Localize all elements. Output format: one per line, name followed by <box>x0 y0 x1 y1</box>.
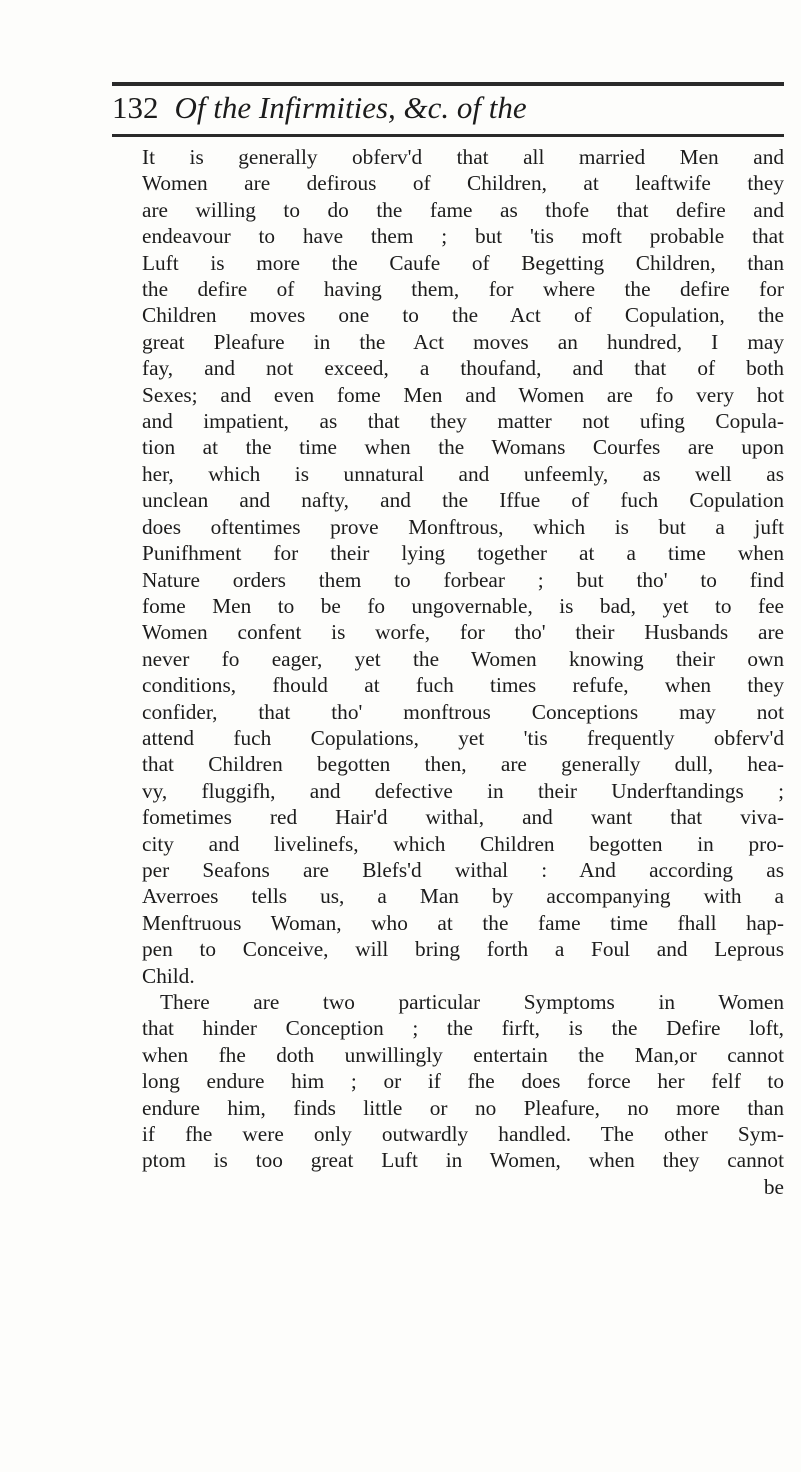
text-line: Sexes; and even fome Men and Women are fo very hot <box>142 382 784 407</box>
text-line: It is generally obferv'd that all married Men and <box>142 145 784 169</box>
text-line: Luft is more the Caufe of Begetting Children, than <box>142 250 784 275</box>
text-line: Nature orders them to forbear ; but tho' to find <box>142 567 784 592</box>
header-rule <box>112 134 784 137</box>
text-line: city and livelinefs, which Children begotten in pro- <box>142 831 784 856</box>
text-line: vy, fluggifh, and defective in their Underftandings ; <box>142 778 784 803</box>
body-text <box>142 144 784 1200</box>
text-line: attend fuch Copulations, yet 'tis frequently obferv'd <box>142 725 784 750</box>
text-line: the defire of having them, for where the defire for <box>142 277 784 302</box>
text-line: ptom is too great Luft in Women, when they cannot <box>142 1148 784 1173</box>
text-line: never fo eager, yet the Women knowing their own <box>142 646 784 671</box>
text-line: Women are defirous of Children, at leaftwife they <box>142 171 784 196</box>
text-line: when fhe doth unwillingly entertain the Man,or cannot <box>142 1042 784 1067</box>
text-line: does oftentimes prove Monftrous, which is but a juft <box>142 514 784 539</box>
text-line: Child. <box>142 963 195 988</box>
text-line: tion at the time when the Womans Courfes are upon <box>142 435 784 460</box>
text-line: confider, that tho' monftrous Conceptions may not <box>142 699 784 724</box>
text-line: Menftruous Woman, who at the fame time fhall hap- <box>142 910 784 935</box>
text-line: unclean and nafty, and the Iffue of fuch Copulation <box>142 488 784 513</box>
text-line: Averroes tells us, a Man by accompanying with a <box>142 884 784 909</box>
text-line: endure him, finds little or no Pleafure, no more than <box>142 1095 784 1120</box>
text-line: her, which is unnatural and unfeemly, as well as <box>142 461 784 486</box>
text-line: are willing to do the fame as thofe that defire and <box>142 197 784 222</box>
text-line: if fhe were only outwardly handled. The other Sym- <box>142 1122 784 1147</box>
text-line: pen to Conceive, will bring forth a Foul and Leprous <box>142 937 784 962</box>
text-line: endeavour to have them ; but 'tis moft probable that <box>142 224 784 249</box>
text-line: fay, and not exceed, a thoufand, and that of both <box>142 356 784 381</box>
catchword: be <box>763 1174 784 1199</box>
running-header <box>112 88 784 132</box>
text-line: long endure him ; or if fhe does force her felf to <box>142 1069 784 1094</box>
page-number: 132 <box>112 90 159 125</box>
text-line: conditions, fhould at fuch times refufe, when they <box>142 673 784 698</box>
running-title: Of the Infirmities, &c. of the <box>174 90 527 125</box>
text-line: and impatient, as that they matter not ufing Copula- <box>142 409 784 434</box>
text-line: Women confent is worfe, for tho' their Husbands are <box>142 620 784 645</box>
top-rule <box>112 82 784 86</box>
text-line: great Pleafure in the Act moves an hundred, I may <box>142 329 784 354</box>
text-line: that hinder Conception ; the firft, is the Defire loft, <box>142 1016 784 1041</box>
text-line: There are two particular Symptoms in Women <box>160 990 784 1014</box>
text-line: Punifhment for their lying together at a time when <box>142 541 784 566</box>
text-line: that Children begotten then, are generally dull, hea- <box>142 752 784 777</box>
text-line: Children moves one to the Act of Copulation, the <box>142 303 784 328</box>
text-line: fometimes red Hair'd withal, and want that viva- <box>142 805 784 830</box>
text-line: per Seafons are Blefs'd withal : And according as <box>142 857 784 882</box>
text-line: fome Men to be fo ungovernable, is bad, yet to fee <box>142 593 784 618</box>
